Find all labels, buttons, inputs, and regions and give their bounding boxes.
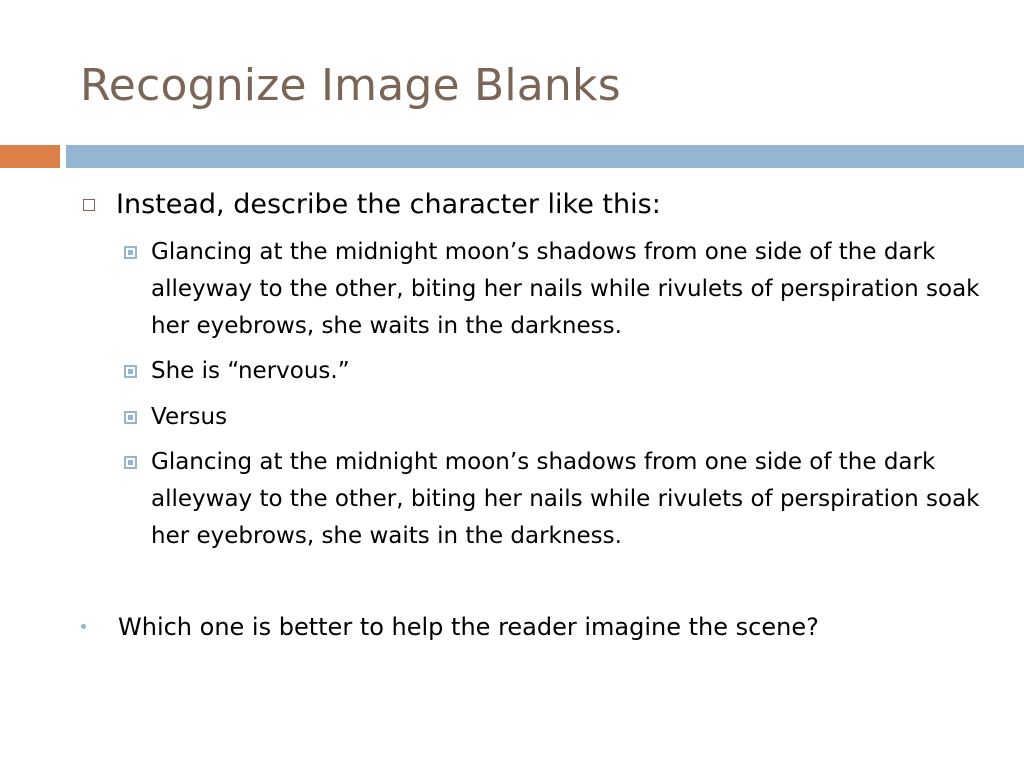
- sub-bullet-2: She is “nervous.”: [151, 358, 350, 384]
- slide-title: Recognize Image Blanks: [80, 60, 621, 111]
- hollow-square-icon: [83, 199, 95, 211]
- bullet-level1: Instead, describe the character like this:: [116, 189, 661, 220]
- question-text: Which one is better to help the reader imagine the scene?: [118, 613, 819, 641]
- sub-bullet-3: Versus: [151, 404, 228, 430]
- filled-square-icon: [124, 456, 137, 469]
- filled-square-icon: [124, 246, 137, 259]
- filled-square-icon: [124, 411, 137, 424]
- filled-square-icon: [124, 365, 137, 378]
- sub-bullet-1: Glancing at the midnight moon’s shadows from one side of the dark alleyway to the other, biting her nails while rivulets of perspiration soak her eyebrows, she waits in the darkness.: [151, 239, 980, 339]
- sub-bullet-4: Glancing at the midnight moon’s shadows from one side of the dark alleyway to the other, biting her nails while rivulets of perspiration soak her eyebrows, she waits in the darkness.: [151, 449, 980, 549]
- dot-icon: [81, 624, 86, 629]
